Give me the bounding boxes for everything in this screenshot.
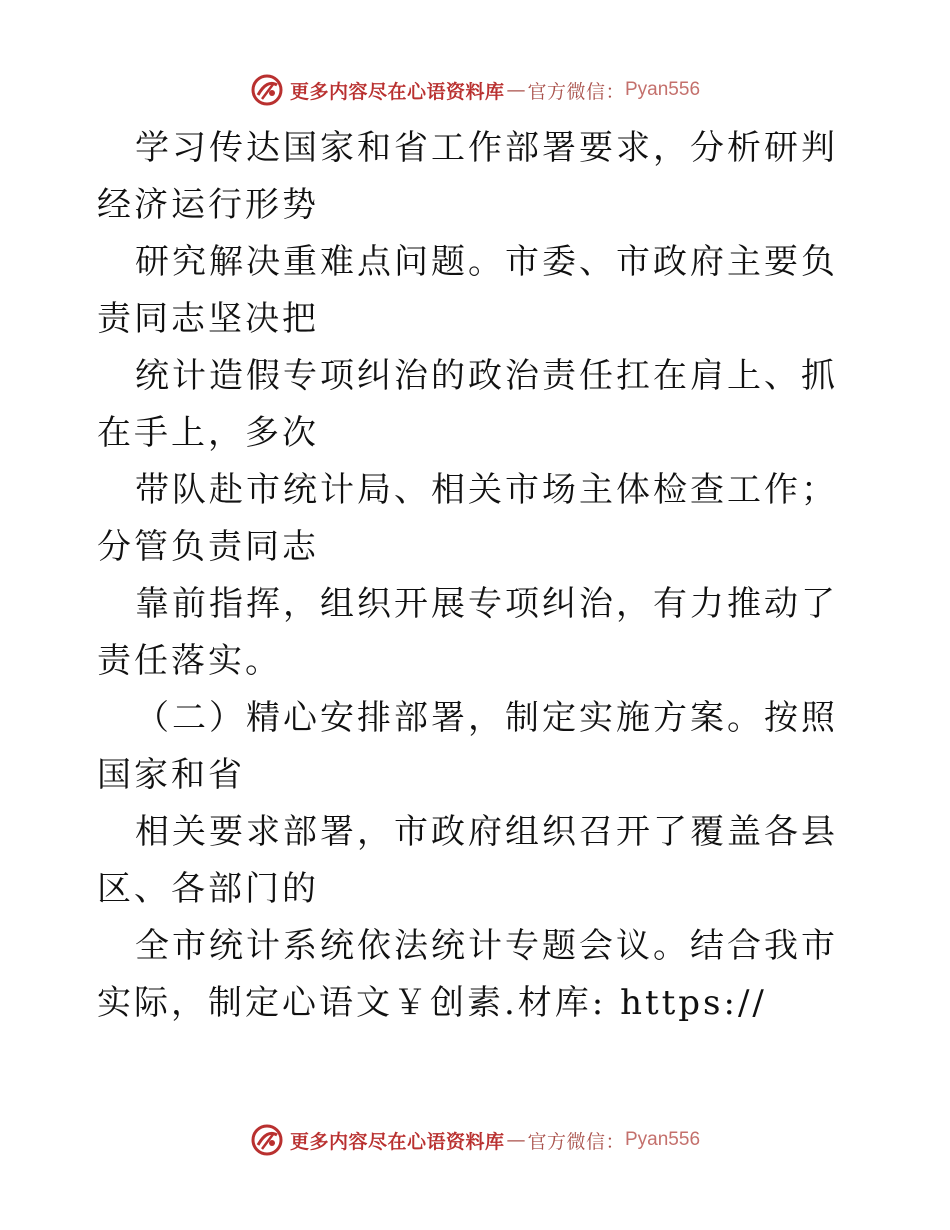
paragraph: 带队赴市统计局、相关市场主体检查工作；分管负责同志	[97, 470, 838, 567]
banner-sub-text: 官方微信：	[527, 1130, 625, 1153]
logo-icon	[250, 73, 284, 107]
banner-main-text: 更多内容尽在心语资料库	[289, 80, 505, 103]
banner-main-text: 更多内容尽在心语资料库	[289, 1130, 505, 1153]
header-banner	[0, 70, 950, 110]
paragraph: 统计造假专项纠治的政治责任扛在肩上、抓在手上，多次	[97, 356, 838, 453]
paragraph: 学习传达国家和省工作部署要求，分析研判经济运行形势	[97, 128, 838, 225]
paragraph: 研究解决重难点问题。市委、市政府主要负责同志坚决把	[97, 242, 838, 339]
footer-banner	[0, 1120, 950, 1160]
paragraph: 相关要求部署，市政府组织召开了覆盖各县区、各部门的	[97, 812, 838, 909]
paragraph: 全市统计系统依法统计专题会议。结合我市实际，制定心语文￥创素.材库: https://	[97, 926, 838, 1023]
banner-sub-text: 官方微信：	[527, 80, 625, 103]
paragraph: （二）精心安排部署，制定实施方案。按照国家和省	[97, 698, 838, 795]
logo-icon	[250, 1123, 284, 1157]
banner-dash: —	[506, 79, 526, 101]
banner-wechat-id: Pyan556	[625, 1129, 701, 1150]
banner-wechat-id: Pyan556	[625, 79, 701, 100]
body-text	[97, 120, 857, 1032]
paragraph: 靠前指挥，组织开展专项纠治，有力推动了责任落实。	[97, 584, 838, 681]
banner-dash: —	[506, 1129, 526, 1151]
